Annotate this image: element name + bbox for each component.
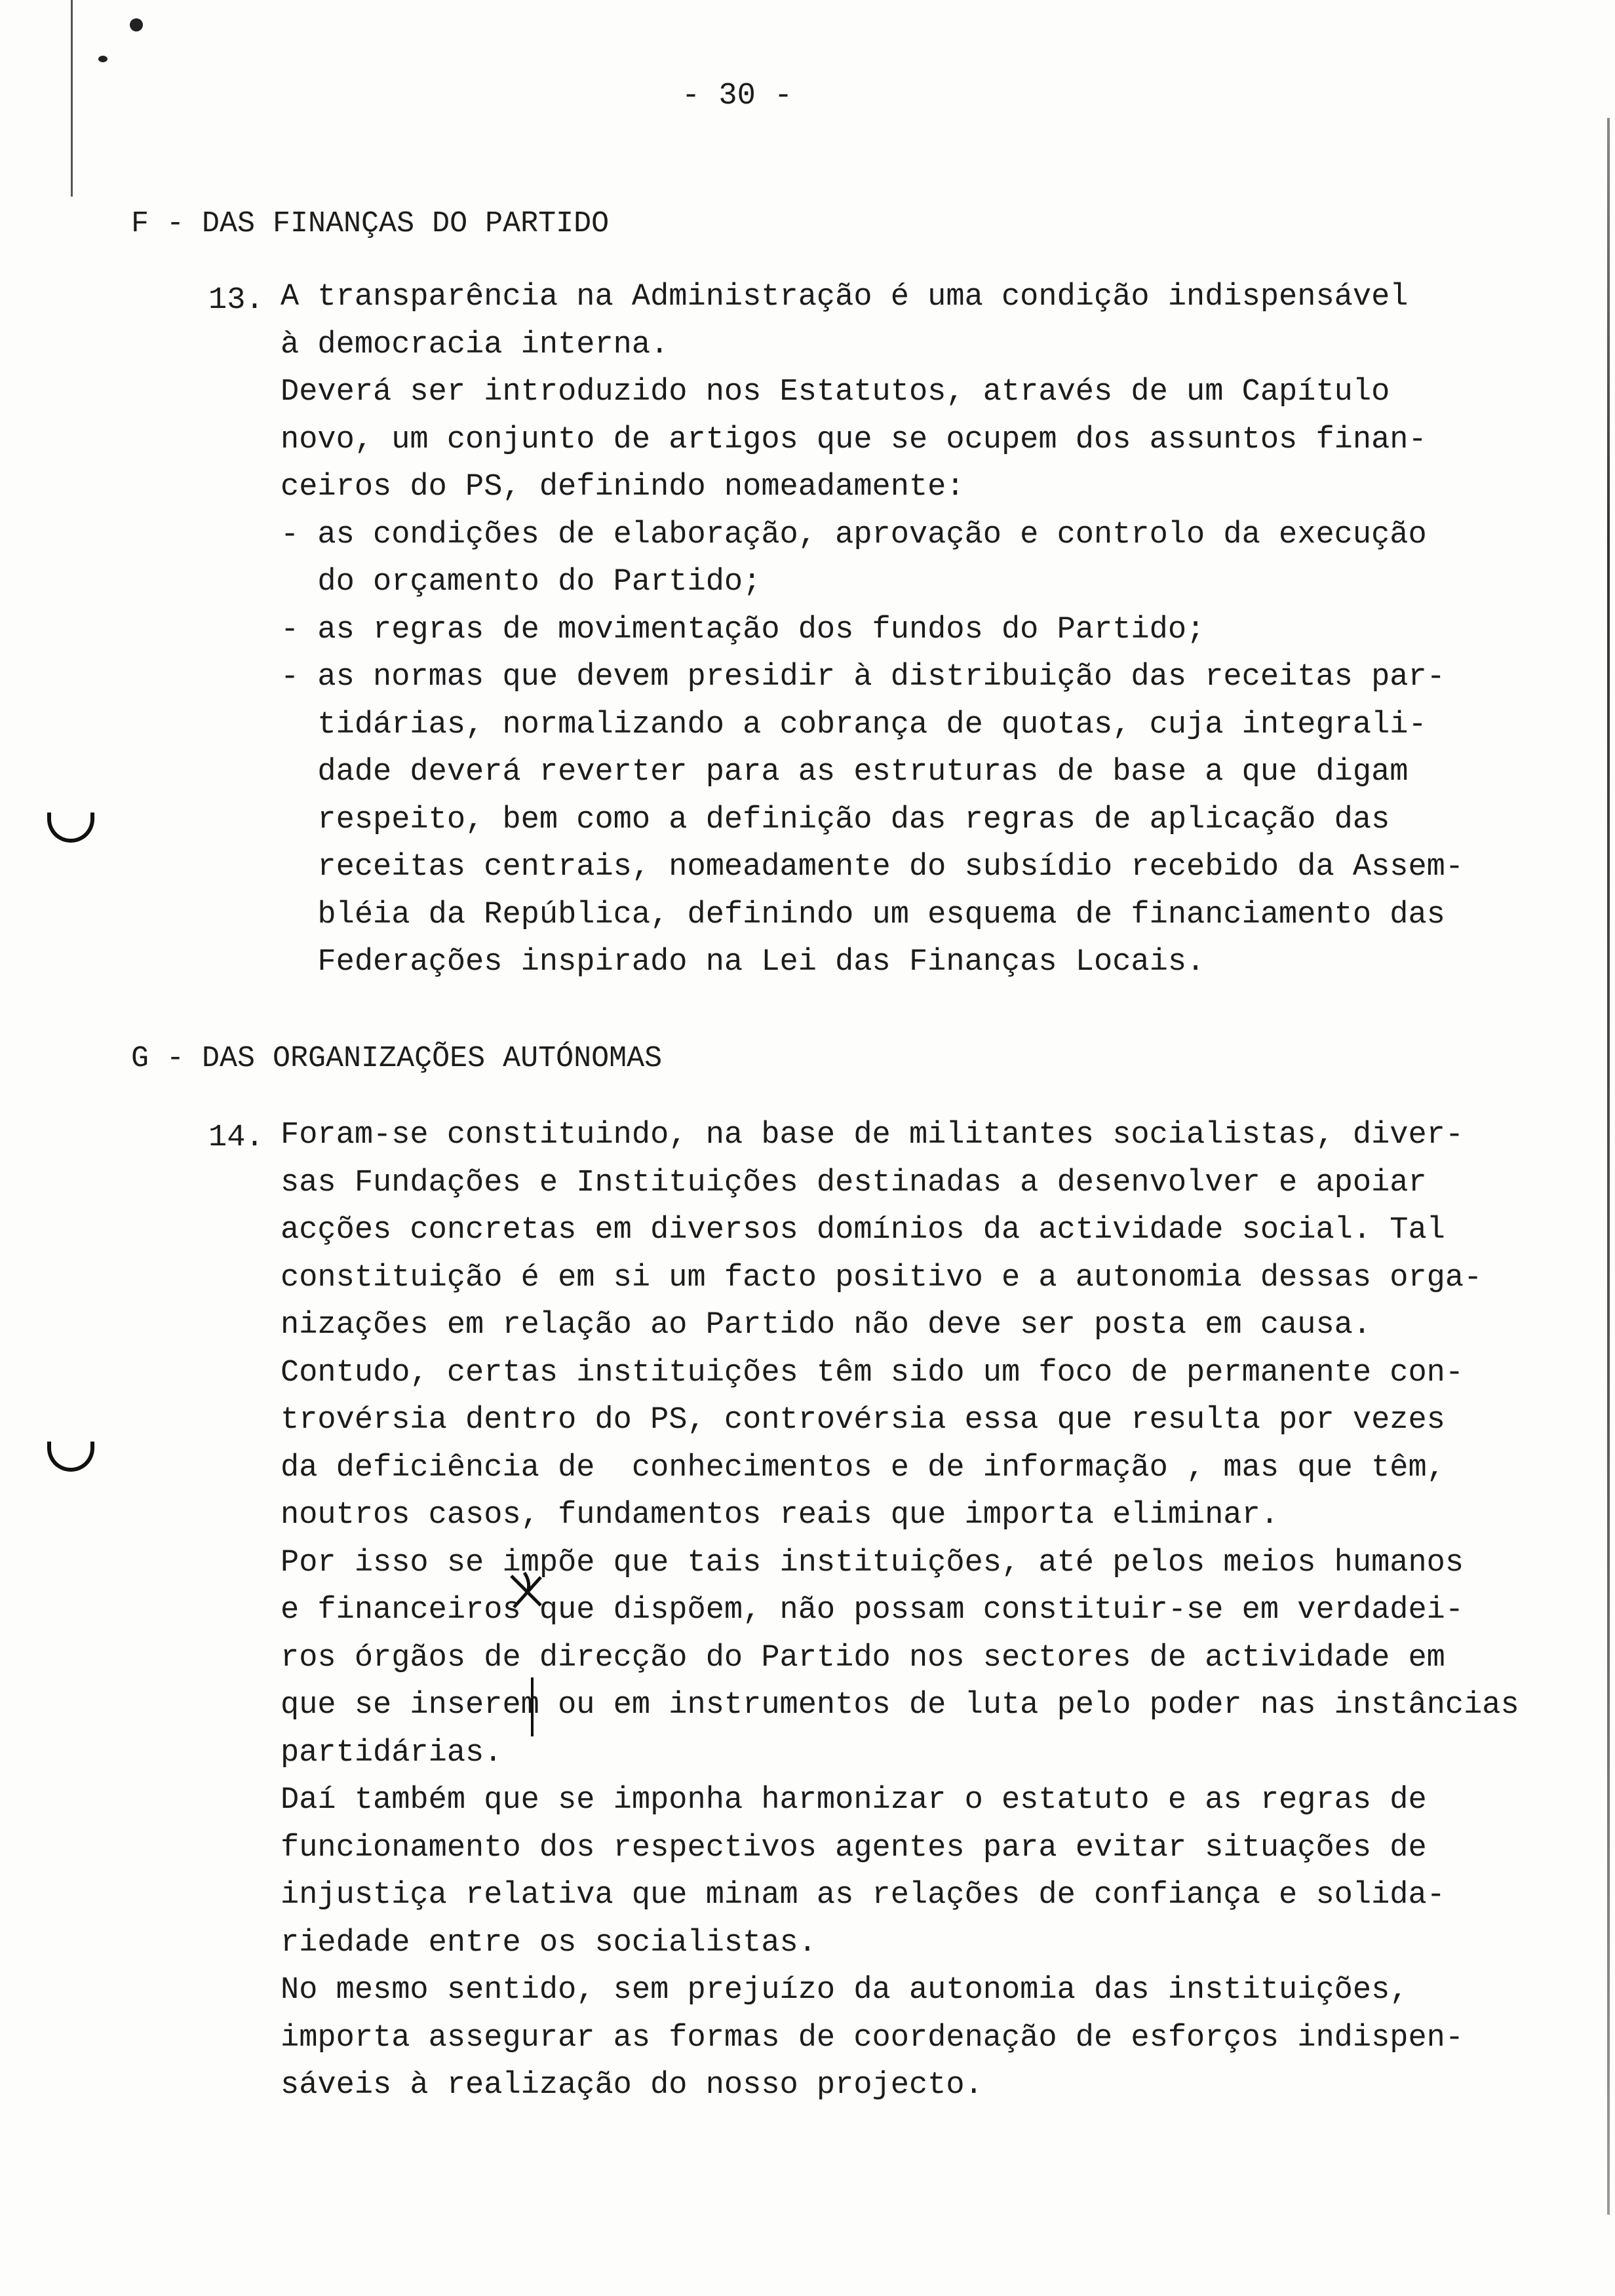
left-margin-rule	[71, 0, 73, 197]
binding-hole-mark-upper	[47, 813, 94, 843]
section-heading-g: G - DAS ORGANIZAÇÕES AUTÓNOMAS	[131, 1042, 663, 1075]
bullet-line: Federações inspirado na Lei das Finanças Locais.	[281, 945, 1205, 980]
text-line: A transparência na Administração é uma condição indispensável	[281, 280, 1409, 315]
bullet-line: respeito, bem como a definição das regras de aplicação das	[281, 802, 1390, 837]
ink-mark	[98, 56, 107, 62]
bullet-line: bléia da República, definindo um esquema de financiamento das	[281, 897, 1445, 932]
text-line: injustiça relativa que minam as relações de confiança e solida-	[281, 1878, 1445, 1913]
bullet-line: - as regras de movimentação dos fundos do Partido;	[281, 612, 1205, 647]
binding-hole-mark-lower	[47, 1442, 94, 1472]
page-number: - 30 -	[682, 79, 793, 113]
text-line: novo, um conjunto de artigos que se ocupem dos assuntos finan-	[281, 422, 1427, 457]
handwritten-correction-mark	[505, 1569, 551, 1615]
text-line: partidárias.	[281, 1735, 503, 1770]
text-line: No mesmo sentido, sem prejuízo da autonomia das instituições,	[281, 1973, 1409, 2008]
text-line: importa assegurar as formas de coordenação de esforços indispen-	[281, 2020, 1464, 2056]
bullet-line: do orçamento do Partido;	[281, 565, 762, 600]
bullet-line: receitas centrais, nomeadamente do subsídio recebido da Assem-	[281, 850, 1464, 885]
text-line: riedade entre os socialistas.	[281, 1925, 817, 1961]
text-line: Foram-se constituindo, na base de militantes socialistas, diver-	[281, 1118, 1464, 1153]
text-line: e financeiros que dispõem, não possam constituir-se em verdadei-	[281, 1593, 1464, 1628]
text-line: da deficiência de conhecimentos e de informação , mas que têm,	[281, 1450, 1445, 1485]
text-line: Por isso se impõe que tais instituições, até pelos meios humanos	[281, 1545, 1464, 1580]
section-f-body	[281, 274, 1464, 987]
right-edge-shadow	[1607, 118, 1610, 2215]
text-line: Daí também que se imponha harmonizar o estatuto e as regras de	[281, 1783, 1427, 1818]
paragraph-number-14: 14.	[208, 1120, 264, 1155]
text-line: ceiros do PS, definindo nomeadamente:	[281, 470, 965, 505]
text-line: Deverá ser introduzido nos Estatutos, através de um Capítulo	[281, 375, 1390, 410]
section-heading-f: F - DAS FINANÇAS DO PARTIDO	[131, 207, 610, 240]
section-g-body	[281, 1112, 1519, 2110]
text-line: nizações em relação ao Partido não deve ser posta em causa.	[281, 1308, 1372, 1343]
text-line: sáveis à realização do nosso projecto.	[281, 2068, 983, 2103]
text-line: sas Fundações e Instituições destinadas a desenvolver e apoiar	[281, 1165, 1427, 1200]
text-line: noutros casos, fundamentos reais que importa eliminar.	[281, 1498, 1279, 1533]
bullet-line: - as normas que devem presidir à distribuição das receitas par-	[281, 660, 1445, 695]
text-line: constituição é em si um facto positivo e a autonomia dessas orga-	[281, 1260, 1483, 1295]
handwritten-insertion-mark	[526, 1677, 539, 1736]
bullet-line: dade deverá reverter para as estruturas de base a que digam	[281, 755, 1409, 790]
punch-dot	[130, 18, 143, 31]
text-line: ros órgãos de direcção do Partido nos sectores de actividade em	[281, 1640, 1445, 1675]
bullet-line: tidárias, normalizando a cobrança de quotas, cuja integrali-	[281, 707, 1427, 742]
paragraph-number-13: 13.	[208, 283, 264, 318]
text-line: funcionamento dos respectivos agentes para evitar situações de	[281, 1830, 1427, 1866]
text-line: à democracia interna.	[281, 327, 669, 362]
text-line: acções concretas em diversos domínios da actividade social. Tal	[281, 1213, 1445, 1248]
text-line: trovérsia dentro do PS, controvérsia essa que resulta por vezes	[281, 1403, 1445, 1438]
text-line: Contudo, certas instituições têm sido um foco de permanente con-	[281, 1355, 1464, 1390]
text-line: que se inserem ou em instrumentos de luta pelo poder nas instâncias	[281, 1688, 1519, 1723]
bullet-line: - as condições de elaboração, aprovação e controlo da execução	[281, 517, 1427, 552]
